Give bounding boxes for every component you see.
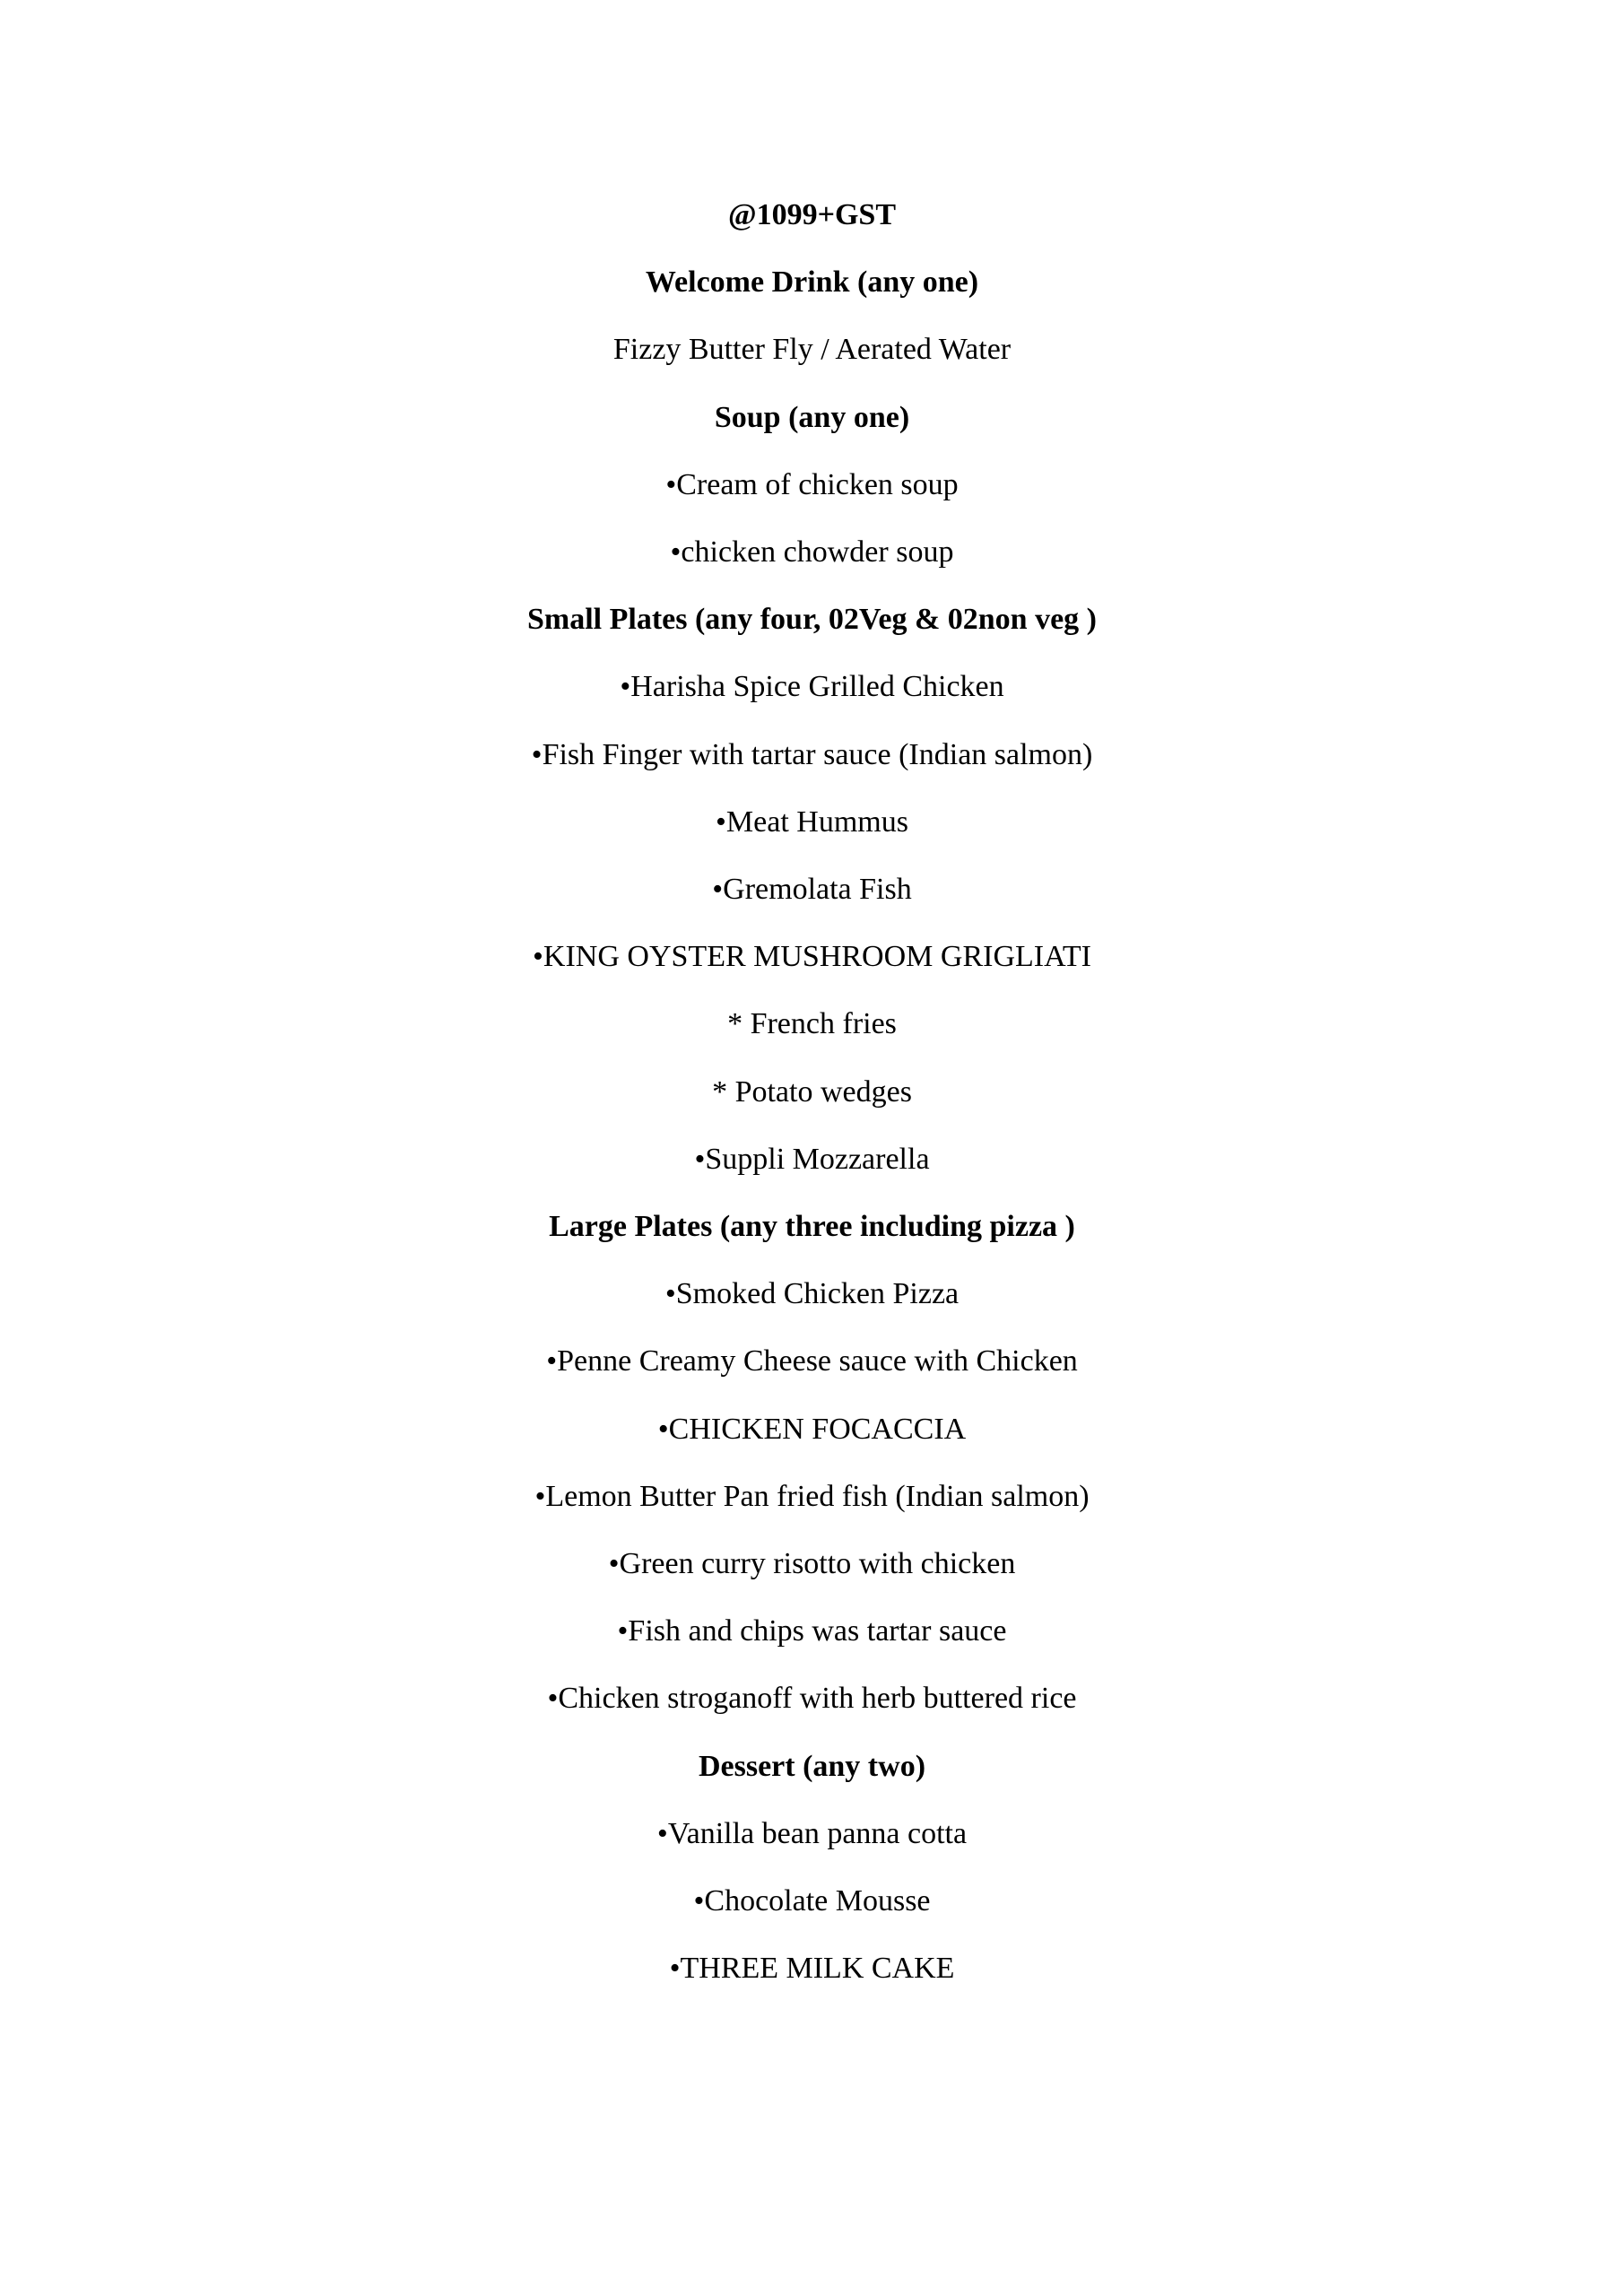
menu-section-heading: Large Plates (any three including pizza )	[549, 1210, 1075, 1244]
menu-item: •Suppli Mozzarella	[694, 1142, 930, 1176]
menu-item: •Fish Finger with tartar sauce (Indian salmon)	[531, 737, 1093, 771]
menu-item: •Penne Creamy Cheese sauce with Chicken	[546, 1344, 1078, 1378]
menu-item: •Chicken stroganoff with herb buttered rice	[547, 1682, 1077, 1716]
menu-item: •Smoked Chicken Pizza	[664, 1277, 960, 1311]
menu-section-heading: Welcome Drink (any one)	[645, 265, 979, 300]
menu-item: •KING OYSTER MUSHROOM GRIGLIATI	[533, 940, 1091, 974]
menu-item: •Meat Hummus	[716, 804, 908, 839]
menu-item: •Green curry risotto with chicken	[608, 1547, 1016, 1581]
menu-item: •chicken chowder soup	[670, 535, 954, 570]
menu-item: * Potato wedges	[712, 1074, 912, 1109]
menu-item: •Fish and chips was tartar sauce	[617, 1614, 1007, 1648]
menu-item: •Vanilla bean panna cotta	[656, 1816, 968, 1850]
menu-item: •Harisha Spice Grilled Chicken	[620, 670, 1004, 704]
menu-section-heading: Soup (any one)	[714, 400, 910, 434]
price-line: @1099+GST	[727, 198, 897, 231]
menu-item: •Gremolata Fish	[712, 873, 912, 907]
menu-item: •Lemon Butter Pan fried fish (Indian salmon)	[534, 1479, 1090, 1513]
menu-section-heading: Small Plates (any four, 02Veg & 02non veg )	[527, 603, 1097, 637]
menu-item: Fizzy Butter Fly / Aerated Water	[612, 333, 1012, 367]
menu-item: * French fries	[727, 1007, 897, 1041]
menu-item: •THREE MILK CAKE	[669, 1952, 955, 1986]
menu-item: •Cream of chicken soup	[665, 467, 959, 501]
menu-sections	[0, 248, 1624, 2002]
menu-section-heading: Dessert (any two)	[698, 1749, 926, 1783]
menu-item: •CHICKEN FOCACCIA	[657, 1412, 967, 1446]
menu-item: •Chocolate Mousse	[693, 1884, 931, 1918]
